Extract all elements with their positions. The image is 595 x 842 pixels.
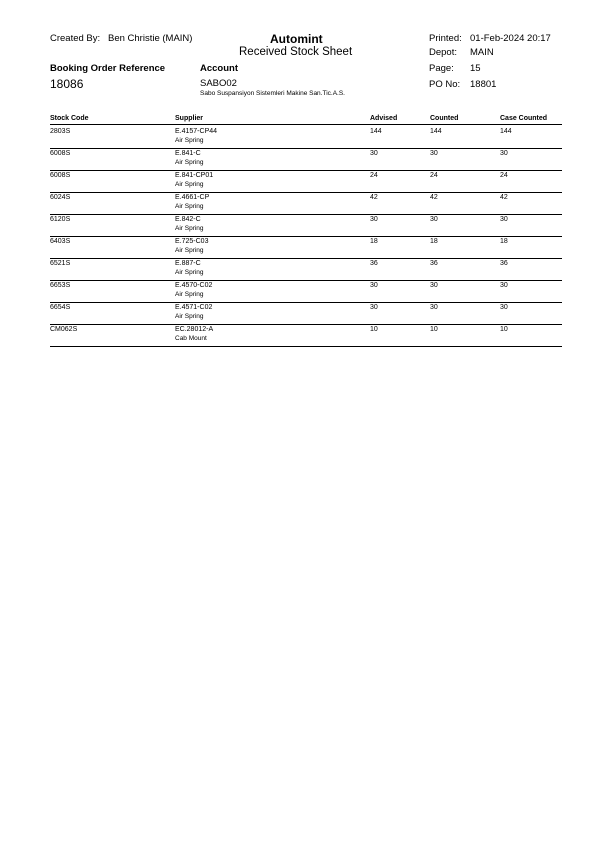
stock-code: 2803S <box>50 128 71 135</box>
stock-code: 6008S <box>50 150 71 157</box>
supplier-description: Air Spring <box>175 225 204 232</box>
supplier-description: Cab Mount <box>175 335 207 342</box>
case-counted-qty: 30 <box>500 304 508 311</box>
advised-qty: 18 <box>370 238 378 245</box>
page-title: Received Stock Sheet <box>239 46 353 58</box>
case-counted-qty: 30 <box>500 150 508 157</box>
po-value: 18801 <box>470 79 497 90</box>
column-header-counted: Counted <box>430 115 459 122</box>
counted-qty: 30 <box>430 150 438 157</box>
advised-qty: 30 <box>370 304 378 311</box>
supplier-description: Air Spring <box>175 203 204 210</box>
supplier-code: E.725-C03 <box>175 238 209 245</box>
stock-code: 6654S <box>50 304 71 311</box>
counted-qty: 42 <box>430 194 438 201</box>
advised-qty: 30 <box>370 282 378 289</box>
stock-code: CM062S <box>50 326 78 333</box>
column-header-case-counted: Case Counted <box>500 115 548 122</box>
printed-value: 01-Feb-2024 20:17 <box>470 33 551 44</box>
page-value: 15 <box>470 63 481 74</box>
stock-code: 6008S <box>50 172 71 179</box>
table-row <box>0 149 595 171</box>
case-counted-qty: 36 <box>500 260 508 267</box>
supplier-description: Air Spring <box>175 247 204 254</box>
table-row <box>0 215 595 237</box>
counted-qty: 30 <box>430 216 438 223</box>
table-row <box>0 171 595 193</box>
table-row <box>0 281 595 303</box>
stock-code: 6403S <box>50 238 71 245</box>
table-row <box>0 259 595 281</box>
supplier-code: E.4570-C02 <box>175 282 213 289</box>
printed-label: Printed: <box>429 33 462 44</box>
supplier-code: E.4661-CP <box>175 194 210 201</box>
supplier-code: E.841-C <box>175 150 201 157</box>
booking-order-label: Booking Order Reference <box>50 63 166 74</box>
supplier-description: Air Spring <box>175 181 204 188</box>
created-by-label: Created By: <box>50 33 101 44</box>
stock-code: 6120S <box>50 216 71 223</box>
counted-qty: 18 <box>430 238 438 245</box>
table-row <box>0 237 595 259</box>
advised-qty: 30 <box>370 216 378 223</box>
column-header-stock-code: Stock Code <box>50 115 89 122</box>
supplier-code: EC.28012-A <box>175 326 214 333</box>
case-counted-qty: 42 <box>500 194 508 201</box>
case-counted-qty: 30 <box>500 282 508 289</box>
counted-qty: 144 <box>430 128 442 135</box>
table-row <box>0 303 595 325</box>
case-counted-qty: 24 <box>500 172 508 179</box>
advised-qty: 42 <box>370 194 378 201</box>
stock-code: 6653S <box>50 282 71 289</box>
advised-qty: 36 <box>370 260 378 267</box>
row-divider <box>50 346 562 347</box>
counted-qty: 10 <box>430 326 438 333</box>
supplier-code: E.4571-C02 <box>175 304 213 311</box>
case-counted-qty: 30 <box>500 216 508 223</box>
counted-qty: 30 <box>430 304 438 311</box>
depot-value: MAIN <box>470 47 494 58</box>
counted-qty: 30 <box>430 282 438 289</box>
company-name: Automint <box>270 32 323 46</box>
column-header-supplier: Supplier <box>175 115 204 122</box>
supplier-code: E.887-C <box>175 260 201 267</box>
advised-qty: 30 <box>370 150 378 157</box>
supplier-code: E.841-CP01 <box>175 172 214 179</box>
po-label: PO No: <box>429 79 461 90</box>
advised-qty: 144 <box>370 128 382 135</box>
table-row <box>0 325 595 347</box>
supplier-description: Air Spring <box>175 137 204 144</box>
supplier-description: Air Spring <box>175 313 204 320</box>
account-name: Sabo Suspansiyon Sistemleri Makine San.Tic.A.S. <box>200 90 345 97</box>
advised-qty: 24 <box>370 172 378 179</box>
advised-qty: 10 <box>370 326 378 333</box>
depot-label: Depot: <box>429 47 457 58</box>
column-header-advised: Advised <box>370 115 398 122</box>
case-counted-qty: 18 <box>500 238 508 245</box>
supplier-description: Air Spring <box>175 159 204 166</box>
stock-code: 6024S <box>50 194 71 201</box>
case-counted-qty: 144 <box>500 128 512 135</box>
supplier-code: E.842-C <box>175 216 201 223</box>
account-value: SABO02 <box>200 78 237 89</box>
supplier-description: Air Spring <box>175 291 204 298</box>
created-by-value: Ben Christie (MAIN) <box>108 33 193 44</box>
header-rule <box>50 124 562 125</box>
supplier-description: Air Spring <box>175 269 204 276</box>
page-label: Page: <box>429 63 454 74</box>
table-row <box>0 127 595 149</box>
case-counted-qty: 10 <box>500 326 508 333</box>
supplier-code: E.4157-CP44 <box>175 128 218 135</box>
counted-qty: 36 <box>430 260 438 267</box>
stock-code: 6521S <box>50 260 71 267</box>
account-label: Account <box>200 63 238 74</box>
counted-qty: 24 <box>430 172 438 179</box>
booking-order-value: 18086 <box>50 77 84 91</box>
table-row <box>0 193 595 215</box>
